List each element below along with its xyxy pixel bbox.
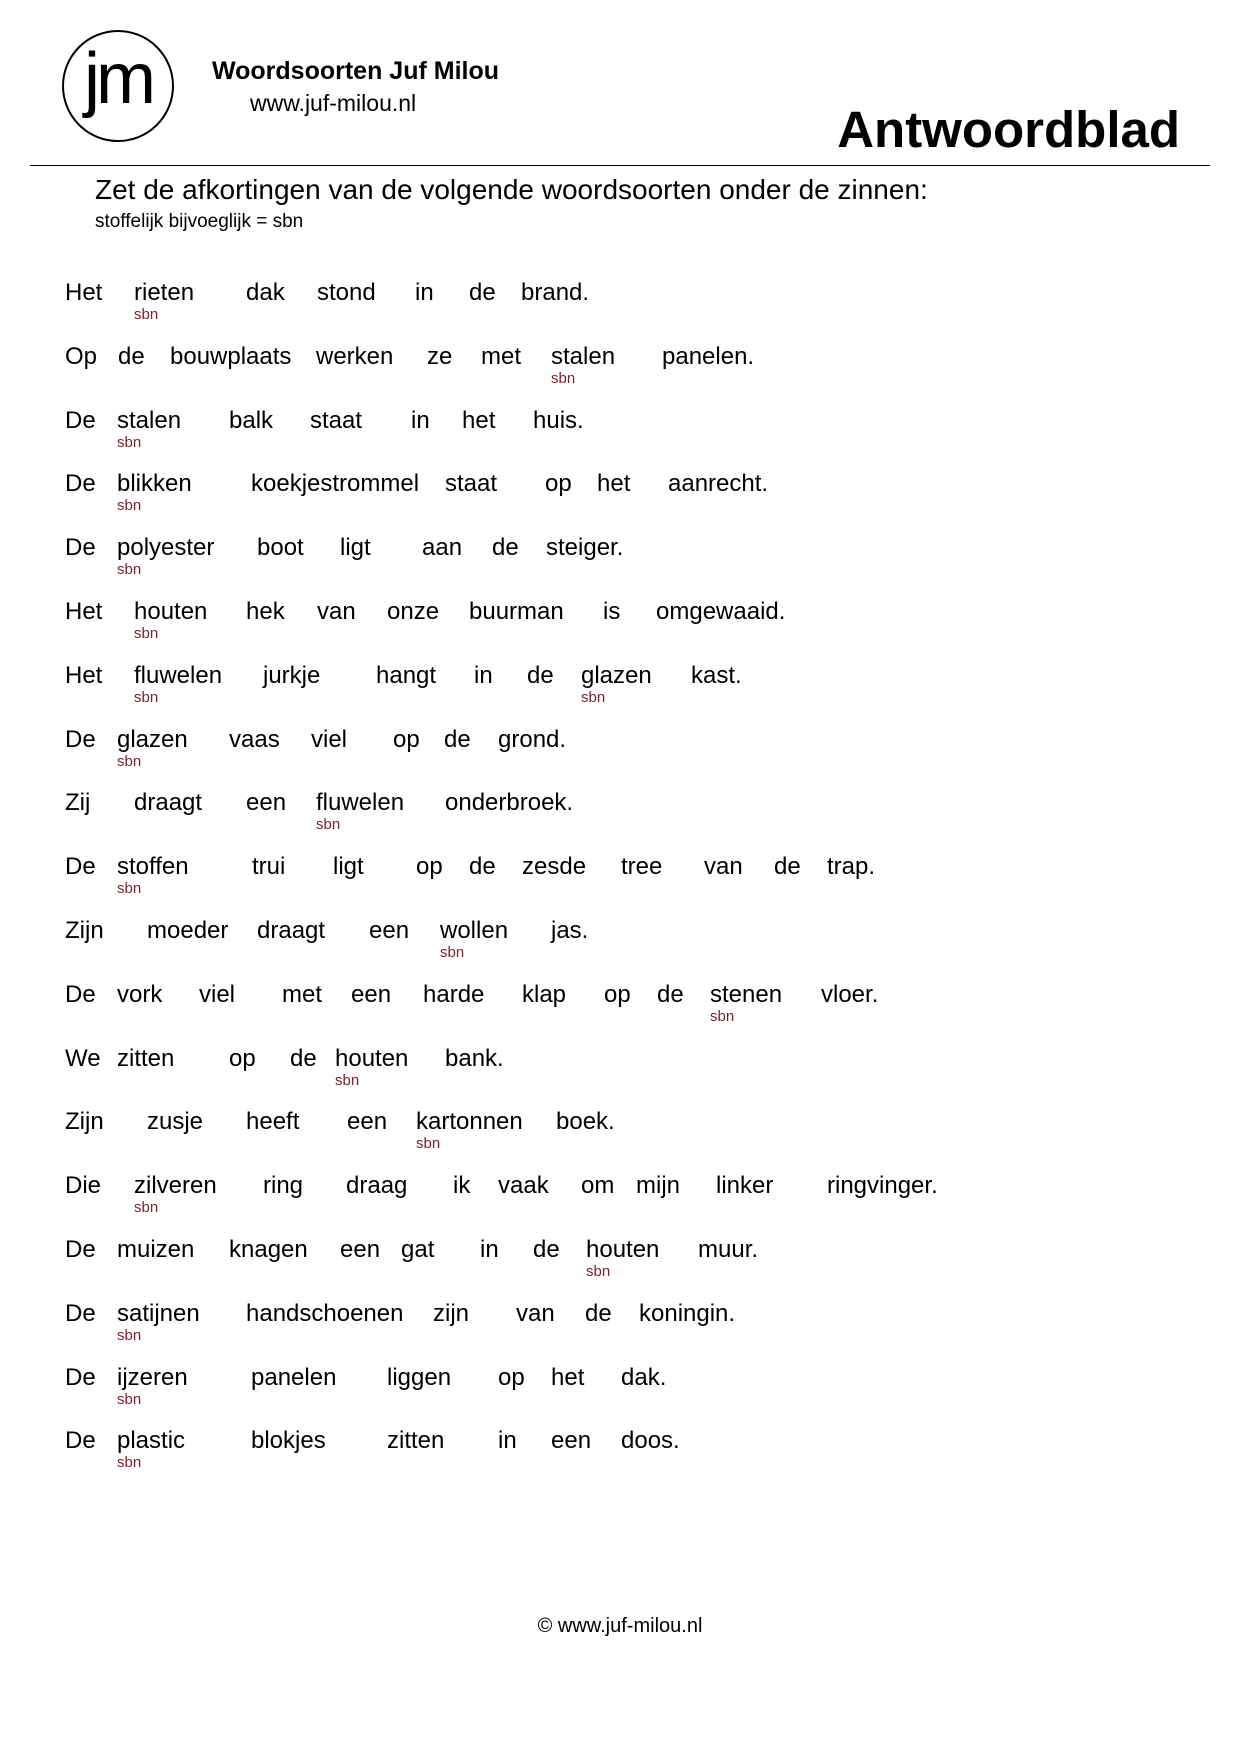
sentence-word: doos. (621, 1427, 680, 1455)
sentence-word: vaas (229, 725, 280, 753)
sentence-word: ligt (340, 534, 371, 562)
sentence-row (0, 1364, 1240, 1424)
sentence-word: een (369, 917, 410, 944)
word-type-label: sbn (134, 306, 159, 323)
sentence-word: het (551, 1363, 585, 1391)
sentence-word: onderbroek. (445, 789, 574, 817)
sentence-word: viel (199, 980, 236, 1008)
sentence-word: Zijn (65, 1108, 104, 1136)
sentence-word: van (516, 1299, 555, 1327)
sentence-word: zijn (433, 1299, 470, 1327)
sentence-word: koekjestrommel (251, 470, 420, 498)
sentence-word: Zijn (65, 917, 104, 944)
sentence-word: trap. (827, 853, 876, 881)
sentence-row (0, 789, 1240, 849)
sentence-word: ijzeren (117, 1363, 188, 1391)
sentence-word: zitten (387, 1427, 445, 1455)
sentence-word: polyester (117, 534, 215, 562)
sentence-word: dak (246, 279, 285, 306)
sentence-word: De (65, 406, 96, 434)
sentence-word: knagen (229, 1236, 308, 1263)
sentence-word: panelen. (662, 342, 755, 370)
sentence-word: om (581, 1172, 615, 1200)
sentence-word: steiger. (546, 534, 624, 562)
sentence-word: ring (263, 1172, 304, 1200)
sentence-word: draag (346, 1172, 408, 1200)
word-type-label: sbn (134, 688, 159, 706)
sentence-word: boek. (556, 1108, 615, 1136)
sentence-word: houten (134, 598, 208, 625)
sentence-row (0, 981, 1240, 1041)
sentence-word: een (340, 1236, 381, 1263)
sentence-word: een (551, 1427, 592, 1455)
sentence-word: klap (522, 980, 567, 1008)
word-type-label: sbn (117, 880, 142, 898)
sentence-word: is (603, 598, 621, 625)
sentence-word: De (65, 1236, 96, 1263)
sentence-row (0, 1236, 1240, 1296)
sentence-word: hangt (376, 661, 437, 689)
sentence-word: kartonnen (416, 1108, 523, 1136)
sentence-word: balk (229, 406, 274, 434)
sentence-word: houten (335, 1044, 409, 1072)
sentence-word: moeder (147, 917, 229, 944)
word-type-label: sbn (581, 688, 606, 706)
sentence-row (0, 853, 1240, 913)
sentence-word: fluwelen (316, 789, 405, 817)
word-type-label: sbn (117, 497, 142, 515)
sentence-word: muizen (117, 1236, 195, 1263)
sentence-word: stoffen (117, 853, 189, 881)
sentence-word: zesde (522, 853, 587, 881)
sentence-word: mijn (636, 1172, 681, 1200)
sentence-word: gat (401, 1236, 435, 1263)
sentence-word: glazen (117, 725, 188, 753)
sentence-word: stenen (710, 980, 783, 1008)
sentence-word: een (351, 980, 392, 1008)
word-type-label: sbn (586, 1263, 611, 1280)
sentence-word: draagt (257, 917, 326, 944)
sentence-row (0, 1108, 1240, 1168)
brand-name: Woordsoorten Juf Milou (212, 57, 500, 85)
sentence-word: satijnen (117, 1299, 200, 1327)
sentence-word: het (597, 470, 631, 498)
sentence-word: buurman (469, 598, 564, 625)
sentence-word: heeft (246, 1108, 300, 1136)
sentence-word: Het (65, 661, 103, 689)
word-type-label: sbn (134, 1199, 159, 1217)
sentence-word: ze (427, 342, 453, 370)
sentence-word: de (774, 853, 801, 881)
sentence-row (0, 470, 1240, 530)
sentence-word: stalen (551, 342, 616, 370)
sentence-word: Zij (65, 789, 91, 817)
sentence-word: de (118, 342, 145, 370)
sentence-word: een (347, 1108, 388, 1136)
sentence-word: kast. (691, 661, 742, 689)
word-type-label: sbn (117, 1390, 142, 1408)
abbreviation-key: stoffelijk bijvoeglijk = sbn (95, 211, 304, 232)
sentence-word: glazen (581, 661, 652, 689)
sentence-word: trui (252, 853, 286, 881)
word-type-label: sbn (117, 1454, 142, 1472)
sentence-word: de (444, 725, 471, 753)
word-type-label: sbn (335, 1071, 360, 1089)
sentence-word: van (317, 598, 356, 625)
sentence-row (0, 917, 1240, 977)
sentence-word: op (229, 1044, 256, 1072)
sentence-word: bank. (445, 1044, 504, 1072)
sentence-row (0, 1045, 1240, 1105)
sentence-word: de (657, 980, 684, 1008)
sentence-word: zitten (117, 1044, 175, 1072)
sentence-word: rieten (134, 279, 195, 306)
sentence-word: omgewaaid. (656, 598, 786, 625)
sentence-word: in (498, 1427, 517, 1455)
sentence-word: jas. (551, 917, 589, 944)
sentence-word: blikken (117, 470, 192, 498)
sentence-word: een (246, 789, 287, 817)
sentence-row (0, 534, 1240, 594)
sentence-word: De (65, 1363, 96, 1391)
sentence-row (0, 662, 1240, 722)
sentence-word: Op (65, 342, 98, 370)
sentence-word: met (282, 980, 323, 1008)
sentence-word: op (545, 470, 572, 498)
sentence-word: draagt (134, 789, 203, 817)
sentence-word: aan (422, 534, 463, 562)
sentence-word: in (474, 661, 493, 689)
logo (62, 30, 174, 142)
sentence-word: met (481, 342, 522, 370)
page-title: Antwoordblad (837, 101, 1180, 158)
sentence-word: van (704, 853, 743, 881)
sentence-word: muur. (698, 1236, 759, 1263)
word-type-label: sbn (710, 1007, 735, 1025)
sentence-word: in (411, 406, 430, 434)
sentence-word: stalen (117, 406, 182, 434)
sentence-row (0, 1427, 1240, 1487)
word-type-label: sbn (551, 369, 576, 387)
sentence-word: de (585, 1299, 612, 1327)
sentence-word: de (533, 1236, 560, 1263)
sentence-word: staat (310, 406, 363, 434)
word-type-label: sbn (440, 944, 465, 961)
sentence-word: De (65, 725, 96, 753)
sentence-word: stond (317, 279, 376, 306)
sentence-row (0, 407, 1240, 467)
sentence-word: hek (246, 598, 285, 625)
sentence-word: linker (716, 1172, 774, 1200)
sentence-word: staat (445, 470, 498, 498)
sentence-word: viel (311, 725, 348, 753)
sentence-word: ligt (333, 853, 364, 881)
sentence-word: jurkje (263, 661, 321, 689)
sentence-row (0, 1300, 1240, 1360)
sentence-word: op (498, 1363, 525, 1391)
logo-text: jm (84, 39, 152, 119)
instruction-text: Zet de afkortingen van de volgende woordsoorten onder de zinnen: (95, 174, 928, 205)
sentence-word: in (415, 279, 434, 306)
sentence-word: tree (621, 853, 663, 881)
sentence-word: de (492, 534, 519, 562)
sentence-word: De (65, 853, 96, 881)
sentence-word: De (65, 1427, 96, 1455)
sentence-word: We (65, 1044, 101, 1072)
sentence-word: vaak (498, 1172, 549, 1200)
header-divider (30, 165, 1210, 166)
sentence-word: vork (117, 980, 163, 1008)
sentence-word: fluwelen (134, 661, 223, 689)
sentence-word: zilveren (134, 1172, 217, 1200)
word-type-label: sbn (117, 752, 142, 770)
sentence-word: brand. (521, 279, 590, 306)
sentence-word: De (65, 534, 96, 562)
sentence-word: de (527, 661, 554, 689)
sentence-word: liggen (387, 1363, 452, 1391)
sentence-word: huis. (533, 406, 584, 434)
sentence-word: het (462, 406, 496, 434)
sentence-word: zusje (147, 1108, 204, 1136)
sentence-word: ik (453, 1172, 471, 1200)
sentence-word: de (469, 279, 496, 306)
sentence-word: plastic (117, 1427, 186, 1455)
sentence-word: De (65, 1299, 96, 1327)
word-type-label: sbn (117, 1326, 142, 1344)
sentence-word: onze (387, 598, 440, 625)
sentence-word: houten (586, 1236, 660, 1263)
word-type-label: sbn (134, 625, 159, 642)
sentence-word: Die (65, 1172, 102, 1200)
word-type-label: sbn (117, 561, 142, 579)
sentence-word: harde (423, 980, 485, 1008)
sentence-word: boot (257, 534, 304, 562)
sentence-word: panelen (251, 1363, 337, 1391)
sentence-word: werken (316, 342, 394, 370)
word-type-label: sbn (416, 1135, 441, 1153)
sentence-word: koningin. (639, 1299, 736, 1327)
sentence-row (0, 279, 1240, 339)
sentence-row (0, 726, 1240, 786)
footer-copyright: © www.juf-milou.nl (537, 1615, 703, 1637)
sentence-word: wollen (440, 917, 509, 944)
sentence-word: op (604, 980, 631, 1008)
sentence-word: grond. (498, 725, 567, 753)
sentence-word: De (65, 980, 96, 1008)
sentence-word: dak. (621, 1363, 667, 1391)
word-type-label: sbn (316, 816, 341, 834)
site-url: www.juf-milou.nl (250, 90, 417, 116)
sentence-row (0, 343, 1240, 403)
sentence-word: vloer. (821, 980, 879, 1008)
sentence-word: op (393, 725, 420, 753)
sentence-word: De (65, 470, 96, 498)
sentence-row (0, 598, 1240, 658)
sentence-word: de (290, 1044, 317, 1072)
sentence-word: blokjes (251, 1427, 326, 1455)
word-type-label: sbn (117, 433, 142, 451)
sentence-word: de (469, 853, 496, 881)
sentence-row (0, 1172, 1240, 1232)
sentence-word: aanrecht. (668, 470, 769, 498)
sentence-word: op (416, 853, 443, 881)
sentence-word: Het (65, 598, 103, 625)
sentence-word: bouwplaats (170, 342, 292, 370)
sentence-word: handschoenen (246, 1299, 404, 1327)
sentence-word: ringvinger. (827, 1172, 938, 1200)
sentence-word: Het (65, 279, 103, 306)
sentence-word: in (480, 1236, 499, 1263)
